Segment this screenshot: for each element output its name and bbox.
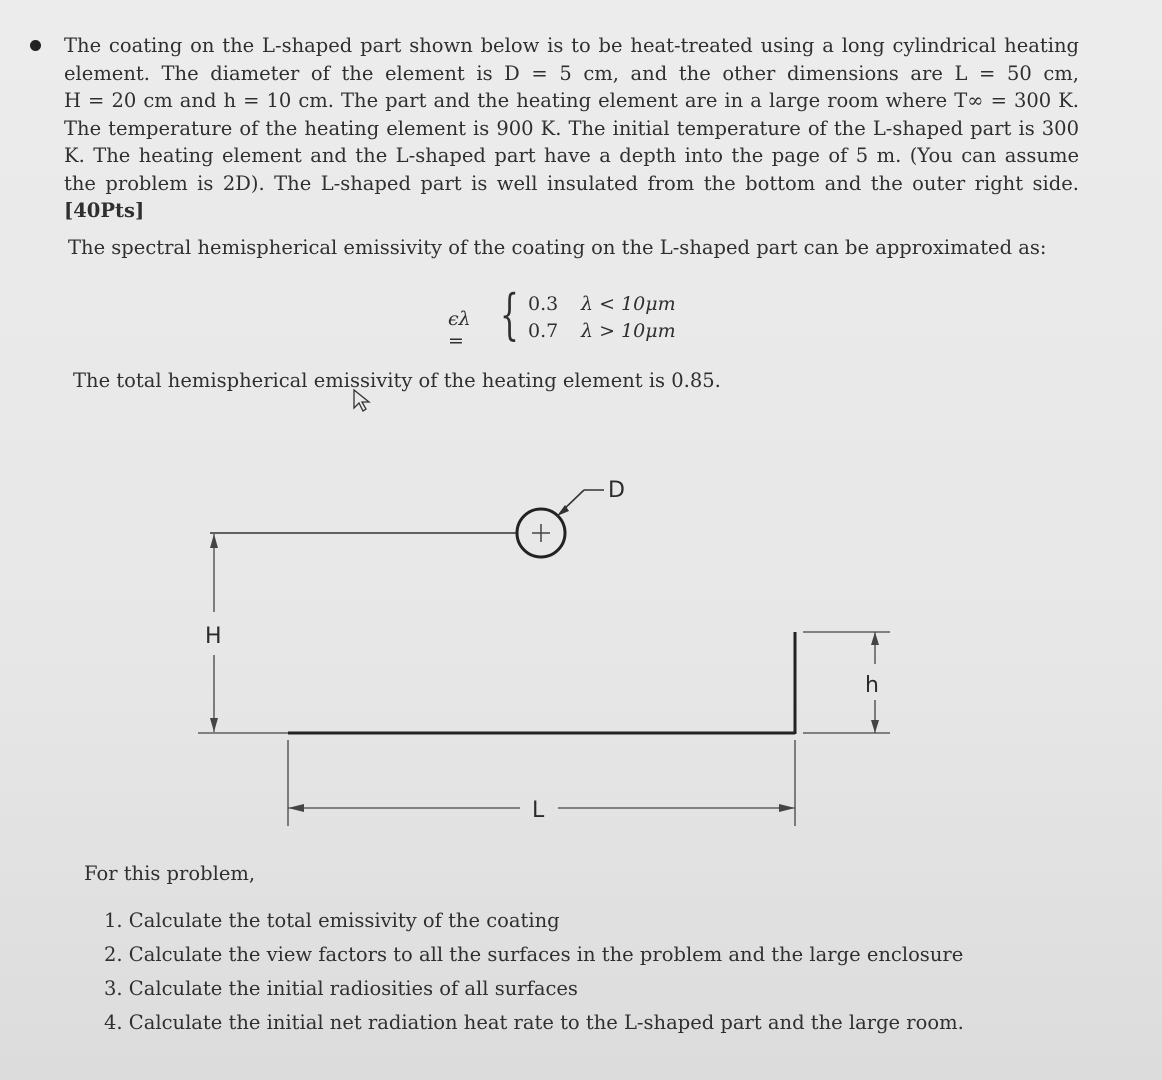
problem-line-3: H = 20 cm and h = 10 cm. The part and the heating element are in a large room where T∞ = 300 K. bbox=[64, 89, 1079, 112]
task-item-3: 3. Calculate the initial radiosities of all surfaces bbox=[104, 977, 578, 1000]
equation-row-1-condition: λ < 10μm bbox=[581, 293, 676, 315]
equation-row-1-value: 0.3 bbox=[528, 293, 559, 315]
emissivity-intro: The spectral hemispherical emissivity of the coating on the L-shaped part can be approximated as: bbox=[68, 236, 1047, 259]
problem-line-1: The coating on the L-shaped part shown below is to be heat-treated using a long cylindrical heating bbox=[64, 34, 1079, 57]
task-list bbox=[104, 904, 964, 1040]
label-L: L bbox=[532, 798, 545, 823]
problem-line-6: the problem is 2D). The L-shaped part is well insulated from the bottom and the outer right side. bbox=[64, 171, 1079, 195]
points-label: [40Pts] bbox=[64, 199, 145, 222]
tasks-intro: For this problem, bbox=[84, 862, 256, 885]
problem-line-5: K. The heating element and the L-shaped part have a depth into the page of 5 m. (You can assume bbox=[64, 144, 1079, 167]
label-h: h bbox=[865, 673, 879, 698]
heating-element bbox=[517, 509, 565, 557]
task-item-1: 1. Calculate the total emissivity of the coating bbox=[104, 909, 560, 932]
problem-line-2: element. The diameter of the element is D = 5 cm, and the other dimensions are L = 50 cm, bbox=[64, 61, 1079, 85]
heater-emissivity-text: The total hemispherical emissivity of the heating element is 0.85. bbox=[73, 369, 721, 392]
task-item-4: 4. Calculate the initial net radiation heat rate to the L-shaped part and the large room. bbox=[104, 1011, 964, 1034]
label-H: H bbox=[205, 624, 222, 649]
label-D: D bbox=[608, 478, 625, 503]
equation-lhs: ϵλ = bbox=[448, 308, 471, 352]
problem-line-4: The temperature of the heating element is 900 K. The initial temperature of the L-shaped part is 300 bbox=[64, 116, 1079, 140]
task-item-2: 2. Calculate the view factors to all the surfaces in the problem and the large enclosure bbox=[104, 943, 964, 966]
equation-row-2-condition: λ > 10μm bbox=[581, 320, 676, 342]
diameter-leader bbox=[557, 490, 604, 516]
equation-brace: { bbox=[500, 283, 519, 346]
equation-row-2-value: 0.7 bbox=[528, 320, 559, 342]
